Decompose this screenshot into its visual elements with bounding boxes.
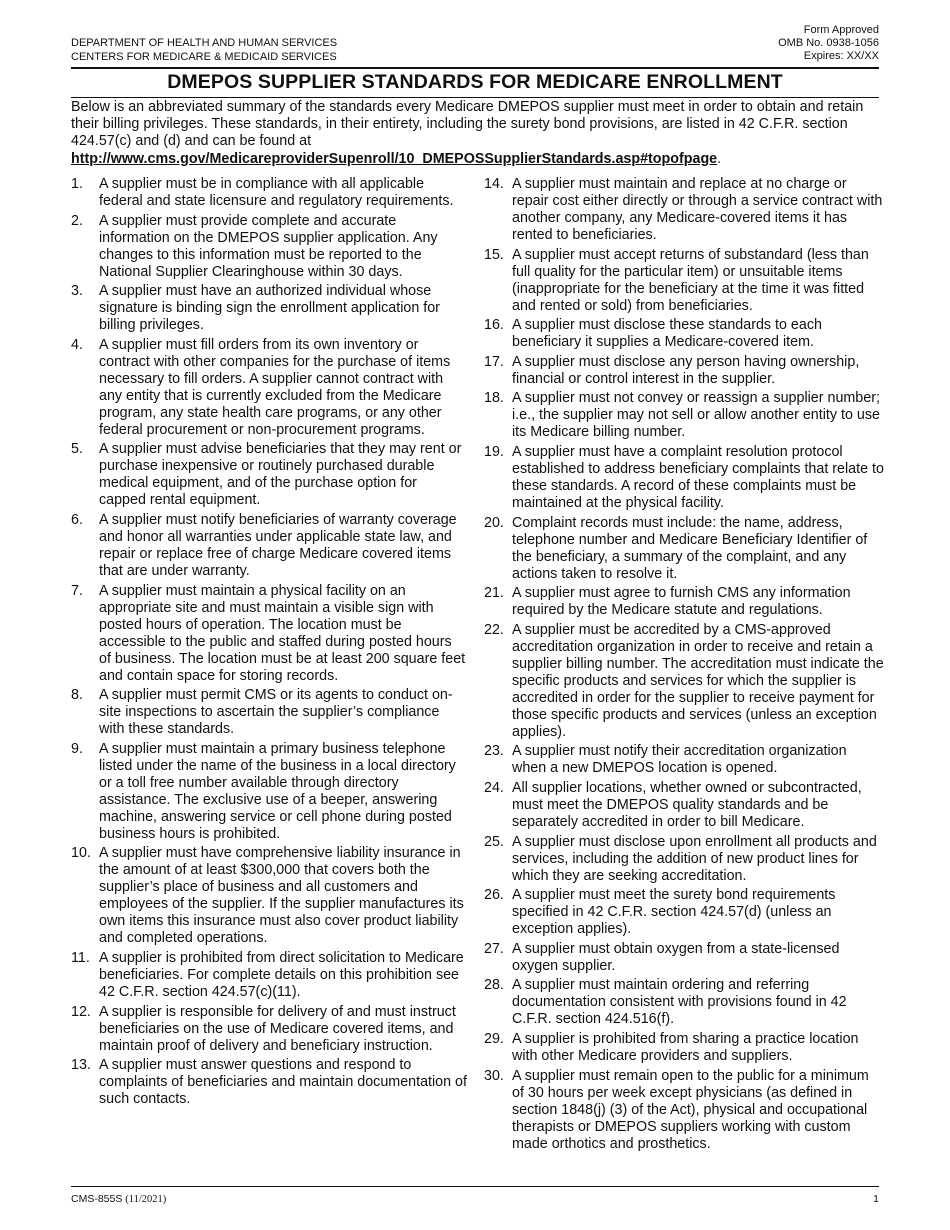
footer-form-id — [71, 1193, 166, 1205]
standard-item — [484, 247, 884, 315]
standard-text: A supplier must remain open to the public for a minimum of 30 hours per week except physicians (as defined in section 1848(j) (3) of the Act), physical and occupational therapists or DMEPOS suppliers working with custom made orthotics and prosthetics. — [512, 1067, 869, 1152]
standard-number: 22. — [484, 621, 504, 638]
standard-item — [484, 743, 884, 777]
standard-number: 17. — [484, 353, 504, 370]
standard-item — [71, 441, 467, 509]
standard-number: 5. — [71, 441, 83, 458]
standard-item — [71, 583, 467, 685]
standard-item — [71, 950, 467, 1001]
standard-number: 27. — [484, 940, 504, 957]
standard-text: A supplier must have comprehensive liability insurance in the amount of at least $300,000 that covers both the supplier’s place of business and all customers and employees of the supplier. If the supplier manufactures its own items this insurance must also cover product liability and completed operations. — [99, 845, 464, 947]
standard-item — [71, 687, 467, 738]
standard-number: 6. — [71, 511, 83, 528]
centers-name: CENTERS FOR MEDICARE & MEDICAID SERVICES — [71, 50, 337, 63]
standard-text: A supplier must notify beneficiaries of warranty coverage and honor all warranties under applicable state law, and repair or replace free of charge Medicare covered items that are under warranty. — [99, 511, 457, 579]
standard-item — [71, 741, 467, 843]
standard-text: All supplier locations, whether owned or subcontracted, must meet the DMEPOS quality standards and be separately accredited in order to bill Medicare. — [512, 779, 862, 830]
omb-number: OMB No. 0938-1056 — [778, 37, 879, 49]
standard-number: 30. — [484, 1067, 504, 1084]
department-name: DEPARTMENT OF HEALTH AND HUMAN SERVICES — [71, 37, 338, 49]
standard-item — [484, 834, 884, 885]
standard-item — [71, 1057, 467, 1108]
standard-item — [484, 977, 884, 1028]
standard-item — [484, 354, 884, 388]
standard-item — [71, 337, 467, 439]
standard-item — [484, 1068, 884, 1153]
intro-text: Below is an abbreviated summary of the standards every Medicare DMEPOS supplier must meet in order to obtain and retain their billing privileges. These standards, in their entirety, including the surety bond provisions, are listed in 42 C.F.R. section 424.57(c) and (d) and can be found at — [71, 99, 864, 150]
standards-column-left — [71, 176, 467, 1111]
standard-number: 25. — [484, 833, 504, 850]
standard-text: A supplier must disclose upon enrollment all products and services, including the addition of new product lines for which they are seeking accreditation. — [512, 833, 877, 884]
standard-number: 8. — [71, 687, 83, 704]
standard-text: A supplier must have an authorized individual whose signature is binding sign the enrollment application for billing privileges. — [99, 283, 440, 334]
standards-link[interactable]: http://www.cms.gov/MedicareproviderSupenroll/10_DMEPOSSupplierStandards.asp#topofpage — [71, 150, 718, 167]
form-revision-date: (11/2021) — [125, 1194, 167, 1205]
standard-number: 19. — [484, 443, 504, 460]
standard-text: A supplier is responsible for delivery of and must instruct beneficiaries on the use of Medicare covered items, and maintain proof of delivery and beneficiary instruction. — [99, 1003, 456, 1054]
standard-item — [71, 213, 467, 281]
standard-number: 14. — [484, 176, 504, 192]
standard-text: A supplier is prohibited from sharing a practice location with other Medicare providers and suppliers. — [512, 1030, 859, 1064]
standard-item — [71, 283, 467, 334]
standard-text: A supplier is prohibited from direct solicitation to Medicare beneficiaries. For complete details on this prohibition see 42 C.F.R. section 424.57(c)(11). — [99, 949, 464, 1000]
standard-number: 24. — [484, 779, 504, 796]
footer-divider — [71, 1186, 879, 1187]
standard-text: A supplier must meet the surety bond requirements specified in 42 C.F.R. section 424.57(d) (unless an exception applies). — [512, 887, 836, 938]
expiration-date: Expires: XX/XX — [803, 50, 879, 62]
standard-number: 4. — [71, 336, 83, 353]
page-number: 1 — [873, 1193, 879, 1205]
intro-end: . — [717, 150, 722, 167]
standard-number: 11. — [71, 949, 90, 966]
standard-text: A supplier must disclose these standards to each beneficiary it supplies a Medicare-covered item. — [512, 317, 822, 351]
standard-item — [484, 390, 884, 441]
standard-number: 18. — [484, 390, 504, 407]
intro-paragraph — [71, 99, 881, 168]
standard-number: 23. — [484, 743, 504, 760]
standard-text: A supplier must maintain a physical facility on an appropriate site and must maintain a visible sign with posted hours of operation. The location must be accessible to the public and staffed during posted hours of business. The location must be at least 200 square feet and contain space for storing records. — [99, 582, 466, 684]
standard-item — [484, 1031, 884, 1065]
standard-number: 13. — [71, 1057, 91, 1074]
standards-column-right — [484, 176, 884, 1155]
standard-text: A supplier must fill orders from its own inventory or contract with other companies for the purchase of items necessary to fill orders. A supplier cannot contract with any entity that is currently excluded from the Medicare program, any state health care programs, or any other federal procurement or non-procurement programs. — [99, 336, 451, 438]
standard-number: 10. — [71, 845, 91, 862]
standard-text: A supplier must notify their accreditation organization when a new DMEPOS location is opened. — [512, 743, 847, 777]
standard-number: 29. — [484, 1030, 504, 1047]
standard-text: A supplier must be accredited by a CMS-approved accreditation organization in order to receive and retain a supplier billing number. The accreditation must indicate the specific products and services for which the supplier is accredited in order for the supplier to receive payment for those specific products and services (unless an exception applies). — [512, 621, 884, 740]
standard-text: A supplier must maintain ordering and referring documentation consistent with provisions found in 42 C.F.R. section 424.516(f). — [512, 977, 847, 1028]
standard-item — [484, 780, 884, 831]
standard-text: Complaint records must include: the name, address, telephone number and Medicare Beneficiary Identifier of the beneficiary, a summary of the complaint, and any actions taken to resolve it. — [512, 514, 868, 582]
form-number: CMS-855S — [71, 1193, 123, 1205]
omb-block — [778, 24, 879, 63]
standard-number: 21. — [484, 585, 504, 602]
standard-text: A supplier must permit CMS or its agents to conduct on-site inspections to ascertain the supplier’s compliance with these standards. — [99, 687, 453, 738]
standard-item — [484, 585, 884, 619]
standard-number: 15. — [484, 246, 504, 263]
standard-item — [71, 845, 467, 947]
standard-text: A supplier must be in compliance with all applicable federal and state licensure and regulatory requirements. — [99, 176, 454, 209]
standard-item — [484, 444, 884, 512]
agency-header — [71, 37, 337, 64]
standard-text: A supplier must disclose any person having ownership, financial or control interest in the supplier. — [512, 353, 860, 387]
standard-item — [484, 317, 884, 351]
standard-number: 2. — [71, 212, 83, 229]
standard-text: A supplier must accept returns of substandard (less than full quality for the particular item) or unsuitable items (inappropriate for the beneficiary at the time it was fitted and rented or sold) from beneficiaries. — [512, 246, 869, 314]
standard-number: 3. — [71, 283, 83, 300]
standard-text: A supplier must have a complaint resolution protocol established to address beneficiary complaints that relate to these standards. A record of these complaints must be maintained at the physical facility. — [512, 443, 884, 511]
standard-item — [484, 941, 884, 975]
standard-number: 20. — [484, 514, 504, 531]
standard-item — [484, 176, 884, 244]
standard-text: A supplier must maintain a primary business telephone listed under the name of the business in a local directory or a toll free number available through directory assistance. The exclusive use of a beeper, answering machine, answering service or cell phone during posted business hours is prohibited. — [99, 740, 456, 842]
standard-item — [484, 515, 884, 583]
standard-text: A supplier must obtain oxygen from a state-licensed oxygen supplier. — [512, 940, 840, 974]
standard-item — [71, 176, 467, 210]
standard-item — [484, 622, 884, 741]
page-title: DMEPOS SUPPLIER STANDARDS FOR MEDICARE ENROLLMENT — [71, 67, 879, 98]
standard-number: 7. — [71, 582, 83, 599]
standard-text: A supplier must provide complete and accurate information on the DMEPOS supplier application. Any changes to this information must be reported to the National Supplier Clearinghouse within 30 days. — [99, 212, 438, 280]
standard-item — [71, 512, 467, 580]
standard-text: A supplier must maintain and replace at no charge or repair cost either directly or through a service contract with another company, any Medicare-covered items it has rented to beneficiaries. — [512, 176, 883, 243]
standard-item — [484, 887, 884, 938]
standard-item — [71, 1004, 467, 1055]
standard-text: A supplier must agree to furnish CMS any information required by the Medicare statute and regulations. — [512, 585, 851, 619]
form-approved: Form Approved — [803, 24, 879, 36]
standard-number: 1. — [71, 176, 83, 192]
standard-number: 12. — [71, 1003, 91, 1020]
standard-text: A supplier must not convey or reassign a supplier number; i.e., the supplier may not sell or allow another entity to use its Medicare billing number. — [512, 390, 880, 441]
standard-number: 9. — [71, 740, 83, 757]
standard-number: 28. — [484, 977, 504, 994]
standard-number: 26. — [484, 887, 504, 904]
standard-text: A supplier must advise beneficiaries that they may rent or purchase inexpensive or routinely purchased durable medical equipment, and of the purchase option for capped rental equipment. — [99, 441, 462, 509]
standard-text: A supplier must answer questions and respond to complaints of beneficiaries and maintain documentation of such contacts. — [99, 1057, 467, 1108]
standard-number: 16. — [484, 317, 504, 334]
